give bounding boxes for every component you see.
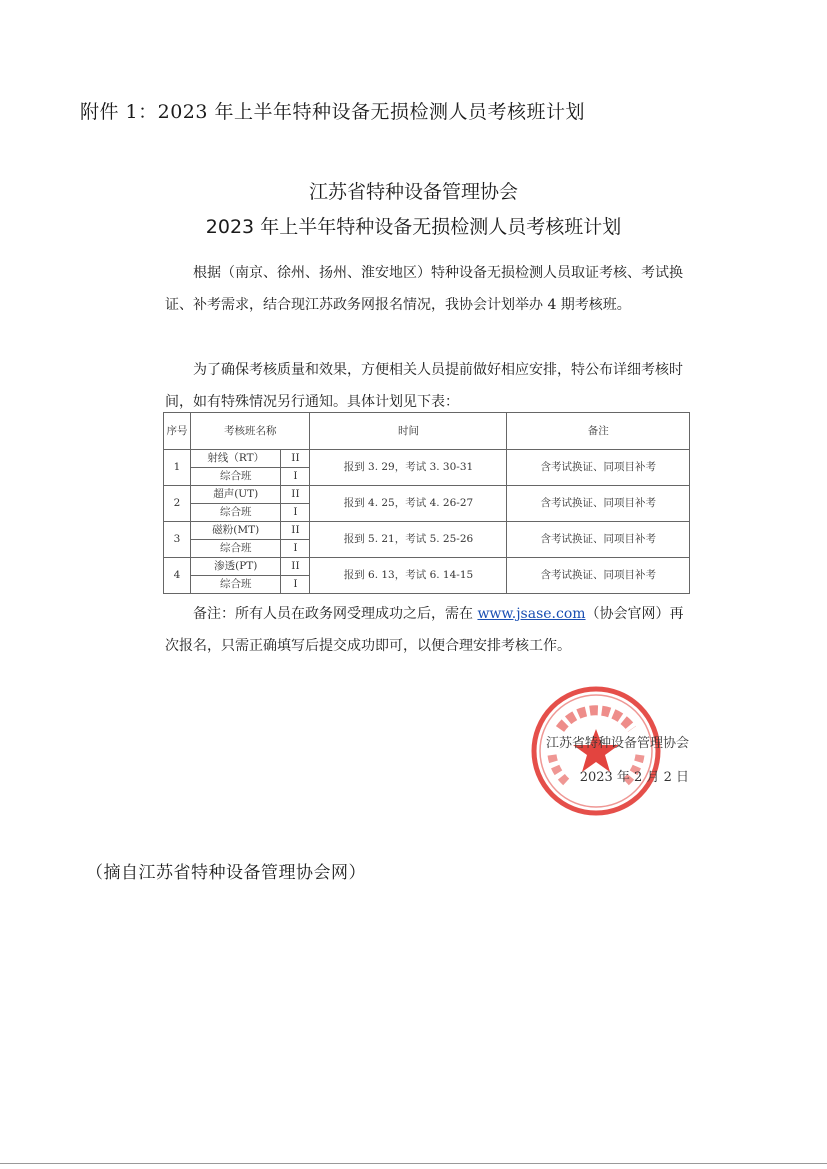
cell-name-sub: 综合班 — [191, 540, 281, 558]
cell-remark: 含考试换证、同项目补考 — [507, 558, 690, 594]
source-note: （摘自江苏省特种设备管理协会网） — [86, 863, 366, 883]
cell-remark: 含考试换证、同项目补考 — [507, 522, 690, 558]
page-bottom-divider — [0, 1163, 827, 1164]
cell-level: II — [281, 486, 310, 504]
cell-level: II — [281, 450, 310, 468]
cell-level: II — [281, 558, 310, 576]
note-text-before: 备注：所有人员在政务网受理成功之后，需在 — [193, 606, 478, 622]
header-name: 考核班名称 — [191, 413, 310, 450]
table-row — [164, 450, 690, 468]
cell-name: 射线（RT） — [191, 450, 281, 468]
cell-level: I — [281, 468, 310, 486]
official-seal-icon — [530, 685, 662, 817]
cell-remark: 含考试换证、同项目补考 — [507, 486, 690, 522]
cell-no: 1 — [164, 450, 191, 486]
cell-level: I — [281, 576, 310, 594]
table-row — [164, 522, 690, 540]
header-no: 序号 — [164, 413, 191, 450]
registration-note — [165, 598, 693, 662]
paragraph-notice-text: 为了确保考核质量和效果，方便相关人员提前做好相应安排，特公布详细考核时间，如有特殊情况另行通知。具体计划见下表： — [165, 362, 683, 410]
heading-plan-title: 2023 年上半年特种设备无损检测人员考核班计划 — [205, 216, 622, 238]
cell-name: 磁粉(MT) — [191, 522, 281, 540]
cell-remark: 含考试换证、同项目补考 — [507, 450, 690, 486]
website-link[interactable]: www.jsase.com — [477, 606, 586, 622]
cell-time: 报到 3. 29，考试 3. 30-31 — [310, 450, 507, 486]
cell-name: 渗透(PT) — [191, 558, 281, 576]
cell-level: I — [281, 504, 310, 522]
signature-organization: 江苏省特种设备管理协会 — [545, 736, 689, 751]
schedule-table — [163, 412, 690, 594]
table-row — [164, 486, 690, 504]
paragraph-intro — [165, 257, 693, 321]
cell-no: 2 — [164, 486, 191, 522]
attachment-title: 附件 1：2023 年上半年特种设备无损检测人员考核班计划 — [80, 101, 586, 123]
cell-name-sub: 综合班 — [191, 576, 281, 594]
header-time: 时间 — [310, 413, 507, 450]
table-row — [164, 558, 690, 576]
cell-no: 3 — [164, 522, 191, 558]
note-text-after: （协会官网）再次报名，只需正确填写后提交成功即可，以便合理安排考核工作。 — [165, 606, 684, 654]
table-header-row — [164, 413, 690, 450]
cell-level: I — [281, 540, 310, 558]
paragraph-notice — [165, 354, 693, 418]
cell-time: 报到 4. 25，考试 4. 26-27 — [310, 486, 507, 522]
paragraph-intro-text: 根据（南京、徐州、扬州、淮安地区）特种设备无损检测人员取证考核、考试换证、补考需求，结合现江苏政务网报名情况，我协会计划举办 4 期考核班。 — [165, 265, 683, 313]
header-remark: 备注 — [507, 413, 690, 450]
cell-name-sub: 综合班 — [191, 468, 281, 486]
cell-name: 超声(UT) — [191, 486, 281, 504]
cell-no: 4 — [164, 558, 191, 594]
heading-organization: 江苏省特种设备管理协会 — [308, 181, 518, 203]
cell-name-sub: 综合班 — [191, 504, 281, 522]
signature-date: 2023 年 2 月 2 日 — [579, 770, 689, 785]
cell-time: 报到 5. 21，考试 5. 25-26 — [310, 522, 507, 558]
cell-time: 报到 6. 13，考试 6. 14-15 — [310, 558, 507, 594]
cell-level: II — [281, 522, 310, 540]
